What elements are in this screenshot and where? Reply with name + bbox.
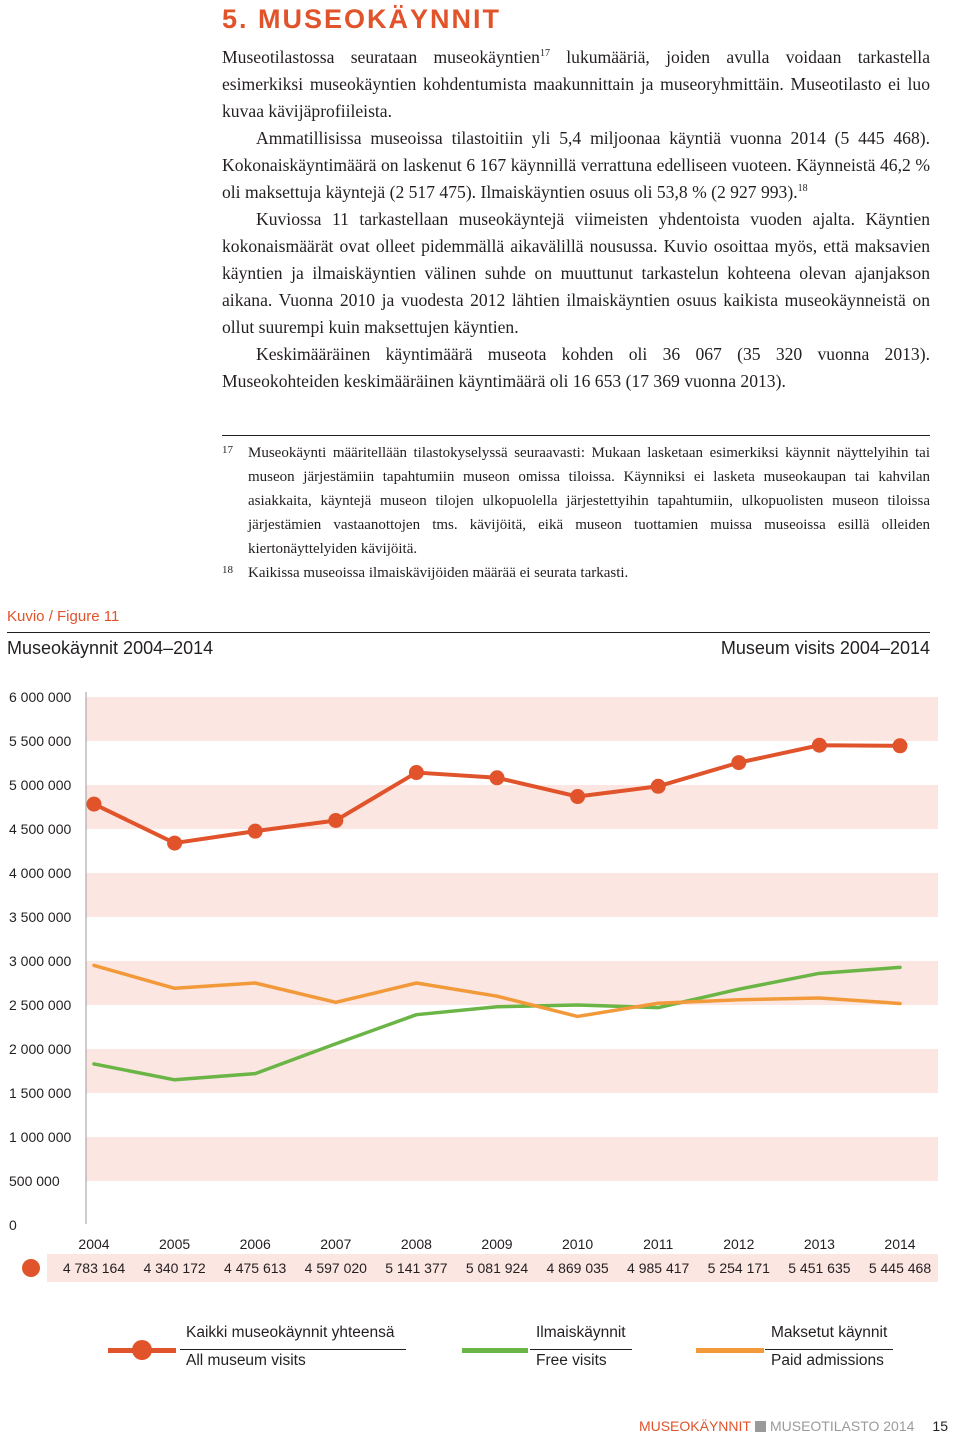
section-title: 5. MUSEOKÄYNNIT <box>222 4 502 34</box>
footer-publication: MUSEOTILASTO 2014 <box>769 1418 915 1434</box>
legend-paid-divider <box>765 1349 893 1350</box>
data-point-total <box>248 824 263 839</box>
y-tick-label: 3 500 000 <box>9 909 72 925</box>
x-tick-label: 2006 <box>239 1236 271 1252</box>
footnote-divider <box>222 435 930 436</box>
value-table-cell: 4 597 020 <box>304 1260 367 1276</box>
legend-total-marker <box>132 1340 152 1360</box>
footnote-17 <box>222 441 930 561</box>
grid-band <box>86 697 938 741</box>
footnote-number: 17 <box>222 444 233 456</box>
x-tick-label: 2005 <box>159 1236 191 1252</box>
x-tick-label: 2011 <box>643 1236 674 1252</box>
x-axis-ticks <box>78 1236 915 1252</box>
footnote-ref-17[interactable]: 17 <box>539 48 550 60</box>
figure-divider <box>7 632 930 633</box>
grid-band <box>86 873 938 917</box>
x-tick-label: 2014 <box>884 1236 916 1252</box>
footnote-text: Kaikissa museoissa ilmaiskävijöiden määrää ei seurata tarkasti. <box>248 565 629 581</box>
paragraph-1 <box>222 44 930 125</box>
legend-total-en: All museum visits <box>186 1352 306 1369</box>
chart-title-en: Museum visits 2004–2014 <box>720 638 930 658</box>
data-point-total <box>409 765 424 780</box>
legend-free-line <box>462 1348 528 1353</box>
data-point-total <box>812 738 827 753</box>
paragraph-4: Keskimääräinen käyntimäärä museota kohden oli 36 067 (35 320 vuonna 2013). Museokohteiden keskimääräinen käyntimäärä oli 16 653 (17 369 vuonna 2013). <box>222 344 930 391</box>
footnotes <box>222 441 930 585</box>
value-table-marker <box>22 1259 40 1277</box>
x-tick-label: 2008 <box>400 1236 432 1252</box>
footer-section: MUSEOKÄYNNIT <box>638 1418 751 1434</box>
y-tick-label: 2 000 000 <box>9 1041 72 1057</box>
paragraph-2-text: Ammatillisissa museoissa tilastoitiin yli 5,4 miljoonaa käyntiä vuonna 2014 (5 445 468). Kokonaiskäyntimäärä on laskenut 6 167 käynnillä verrattuna edelliseen vuoteen. Käynneistä 46,2 % oli maksettuja käyntejä (2 517 475). Ilmaiskäyntien osuus oli 53,8 % (2 927 993). <box>222 128 930 202</box>
footer-square-icon <box>755 1421 766 1432</box>
paragraph-2 <box>222 125 930 206</box>
data-point-total <box>570 789 585 804</box>
x-tick-label: 2010 <box>562 1236 594 1252</box>
legend-total-fi: Kaikki museokäynnit yhteensä <box>186 1324 395 1341</box>
value-table-cell: 5 445 468 <box>868 1260 932 1276</box>
data-point-total <box>87 797 102 812</box>
x-tick-label: 2012 <box>723 1236 755 1252</box>
figure-label: Kuvio / Figure 11 <box>7 608 120 625</box>
paragraph-1-end: lukumääriä, joiden avulla voidaan tarkastella esimerkiksi museokäyntien kohdentumista maakunnittain ja museoryhmittäin. Museotilasto ei luo kuvaa kävijäprofiileista. <box>222 47 930 121</box>
page-number: 15 <box>932 1418 948 1434</box>
grid-band <box>86 785 938 829</box>
y-tick-label: 2 500 000 <box>9 997 72 1013</box>
value-table-cell: 5 254 171 <box>707 1260 770 1276</box>
grid-band <box>86 1137 938 1181</box>
y-axis-ticks <box>9 689 71 1233</box>
y-tick-label: 4 000 000 <box>9 865 72 881</box>
x-tick-label: 2009 <box>481 1236 513 1252</box>
x-tick-label: 2013 <box>803 1236 835 1252</box>
data-point-total <box>893 738 908 753</box>
y-tick-label: 1 000 000 <box>9 1129 72 1145</box>
y-tick-label: 500 000 <box>9 1173 60 1189</box>
y-tick-label: 0 <box>9 1217 17 1233</box>
legend-total-divider <box>180 1349 406 1350</box>
legend-free-divider <box>530 1349 632 1350</box>
data-point-total <box>328 813 343 828</box>
data-point-total <box>490 770 505 785</box>
line-chart <box>0 680 960 1318</box>
x-tick-label: 2007 <box>320 1236 352 1252</box>
value-table-cell: 4 985 417 <box>627 1260 690 1276</box>
legend-free-fi: Ilmaiskäynnit <box>536 1324 626 1341</box>
paragraph-1-start: Museotilastossa seurataan museokäyntien <box>222 47 540 67</box>
value-table-cell: 4 869 035 <box>546 1260 609 1276</box>
page-footer <box>639 1418 948 1434</box>
y-tick-label: 5 500 000 <box>9 733 72 749</box>
footnote-ref-18[interactable]: 18 <box>797 183 808 195</box>
value-table-cell: 4 783 164 <box>62 1260 126 1276</box>
chart-title-fi: Museokäynnit 2004–2014 <box>7 638 214 658</box>
y-tick-label: 6 000 000 <box>9 689 72 705</box>
legend-paid-en: Paid admissions <box>771 1352 884 1369</box>
y-tick-label: 5 000 000 <box>9 777 72 793</box>
value-table-cell: 5 081 924 <box>465 1260 529 1276</box>
x-tick-label: 2004 <box>78 1236 110 1252</box>
paragraph-3: Kuviossa 11 tarkastellaan museokäyntejä viimeisten yhdentoista vuoden ajalta. Käyntien kokonaismäärät ovat olleet pidemmällä aikavälillä nousussa. Kuvio osoittaa myös, että maksavien käyntien ja ilmaiskäyntien välinen suhde on muuttunut tarkastelun kohteena olevan ajanjakson aikana. Vuonna 2010 ja vuodesta 2012 lähtien ilmaiskäyntien osuus kaikista museokäynneistä on ollut suurempi kuin maksettujen käyntien. <box>222 209 930 337</box>
legend-free-en: Free visits <box>536 1352 607 1369</box>
value-table-cell: 5 141 377 <box>385 1260 448 1276</box>
value-table-cell: 4 340 172 <box>143 1260 206 1276</box>
value-table-cell: 4 475 613 <box>224 1260 287 1276</box>
y-tick-label: 3 000 000 <box>9 953 72 969</box>
footnote-18 <box>222 561 930 585</box>
value-table <box>22 1254 938 1282</box>
legend <box>0 1318 960 1378</box>
chart-bands <box>86 697 938 1181</box>
legend-paid-fi: Maksetut käynnit <box>771 1324 888 1341</box>
y-tick-label: 1 500 000 <box>9 1085 72 1101</box>
footnote-text: Museokäynti määritellään tilastokyselyssä seuraavasti: Mukaan lasketaan esimerkiksi käynnit näyttelyihin tai museon järjestämiin tapahtumiin museon omissa tiloissa. Käynniksi ei lasketa museokaupan tai kahvilan asiakkaita, käyntejä museon tilojen ulkopuolella järjestettyihin tapahtumiin, ulkopuolisten museon tiloissa järjestämien vastaanottojen tms. kävijöitä, eikä museon tuottamien muissa museoissa esillä olleiden kiertonäyttelyiden kävijöitä. <box>248 445 930 557</box>
y-tick-label: 4 500 000 <box>9 821 72 837</box>
value-table-cell: 5 451 635 <box>788 1260 851 1276</box>
footnote-number: 18 <box>222 564 233 576</box>
body-text <box>222 44 930 395</box>
legend-paid-line <box>696 1348 764 1353</box>
data-point-total <box>731 755 746 770</box>
grid-band <box>86 1049 938 1093</box>
data-point-total <box>651 779 666 794</box>
data-point-total <box>167 836 182 851</box>
